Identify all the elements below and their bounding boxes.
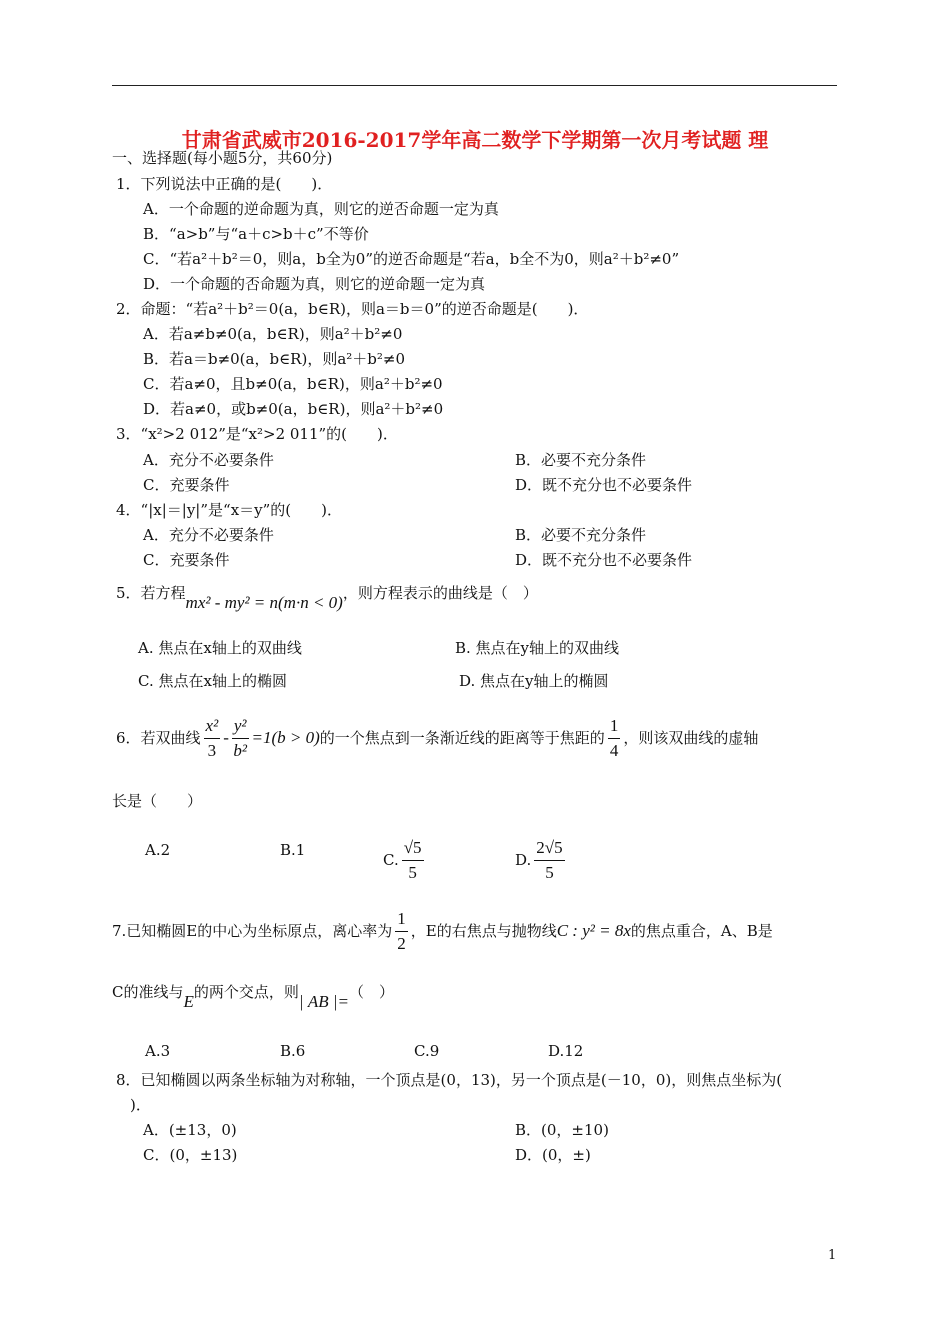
q3-stem: 3．“x²>2 012”是“x²>2 011”的( )． bbox=[116, 425, 398, 443]
q7-option-b: B.6 bbox=[280, 1042, 306, 1060]
q5-stem-pre: 5．若方程 bbox=[116, 584, 186, 602]
q6-fraction-x bbox=[204, 716, 221, 761]
page-number: 1 bbox=[828, 1248, 837, 1263]
q6-option-d-den: 5 bbox=[545, 862, 554, 882]
q6-option-d-num: 2√5 bbox=[534, 838, 564, 861]
q1-option-a: A．一个命题的逆命题为真，则它的逆否命题一定为真 bbox=[143, 200, 499, 218]
q6-fraction-quarter bbox=[608, 716, 621, 761]
q6-mid: 的一个焦点到一条渐近线的距离等于焦距的 bbox=[319, 729, 605, 747]
q6-fraction-quarter-den: 4 bbox=[609, 740, 619, 760]
q7-fraction-half-num: 1 bbox=[395, 909, 408, 932]
q5-option-b: B. 焦点在y轴上的双曲线 bbox=[455, 639, 620, 657]
q4-option-a: A．充分不必要条件 bbox=[143, 526, 274, 544]
q3-option-a: A．充分不必要条件 bbox=[143, 451, 274, 469]
q2-option-d: D．若a≠0，或b≠0(a，b∈R)，则a²＋b²≠0 bbox=[143, 400, 444, 418]
q6-fraction-y-den: b² bbox=[233, 740, 247, 760]
q6-option-c-num: √5 bbox=[402, 838, 424, 861]
q6-fraction-x-num: x² bbox=[204, 716, 221, 739]
q6-fraction-y bbox=[232, 716, 249, 761]
q7-post: 的焦点重合，A、B是 bbox=[630, 922, 773, 940]
q6-option-b: B.1 bbox=[280, 841, 306, 859]
q6-option-c-den: 5 bbox=[408, 862, 417, 882]
q1-option-b: B．“a>b”与“a＋c>b＋c”不等价 bbox=[143, 225, 369, 243]
q7-stem bbox=[112, 903, 773, 959]
q5-formula: mx² - my² = n(m·n < 0) bbox=[185, 593, 343, 612]
q6-stem bbox=[116, 710, 758, 766]
q2-option-a: A．若a≠b≠0(a，b∈R)，则a²＋b²≠0 bbox=[143, 325, 403, 343]
q6-fraction-x-den: 3 bbox=[207, 740, 217, 760]
q6-equation-rest: =1(b > 0) bbox=[251, 728, 320, 747]
q7-option-d: D.12 bbox=[548, 1042, 584, 1060]
page-title: 甘肃省武威市2016-2017学年高二数学下学期第一次月考试题 理 bbox=[181, 128, 769, 152]
q7-fraction-half bbox=[395, 909, 408, 954]
q7-cont-post: （ ） bbox=[348, 983, 394, 1001]
q6-option-d-label: D. bbox=[515, 851, 532, 869]
q7-option-a: A.3 bbox=[145, 1042, 171, 1060]
q6-option-d bbox=[515, 832, 568, 888]
q7-cont-pre: C的准线与 bbox=[112, 983, 184, 1001]
q4-option-d: D．既不充分也不必要条件 bbox=[515, 551, 693, 569]
q6-option-c-fraction bbox=[402, 838, 424, 883]
q2-option-b: B．若a＝b≠0(a，b∈R)，则a²＋b²≠0 bbox=[143, 350, 406, 368]
q5-option-a: A. 焦点在x轴上的双曲线 bbox=[138, 639, 302, 657]
q6-continuation: 长是（ ） bbox=[112, 792, 203, 810]
q6-option-a: A.2 bbox=[145, 841, 171, 859]
q8-option-c: C．(0，±13) bbox=[143, 1146, 238, 1164]
q6-option-d-fraction bbox=[534, 838, 564, 883]
q7-option-c: C.9 bbox=[414, 1042, 440, 1060]
q6-minus: - bbox=[223, 728, 229, 747]
q7-mid: ，E的右焦点与抛物线 bbox=[410, 922, 557, 940]
q8-continuation: )． bbox=[130, 1096, 151, 1114]
q7-cont-mid: 的两个交点，则 bbox=[193, 983, 299, 1001]
q3-option-b: B．必要不充分条件 bbox=[515, 451, 647, 469]
q6-post: ，则该双曲线的虚轴 bbox=[623, 729, 759, 747]
q4-option-b: B．必要不充分条件 bbox=[515, 526, 647, 544]
q6-option-c bbox=[383, 832, 427, 888]
q7-cont-formula: | AB |= bbox=[298, 992, 349, 1011]
q5-option-c: C. 焦点在x轴上的椭圆 bbox=[138, 672, 287, 690]
q6-fraction-y-num: y² bbox=[232, 716, 249, 739]
q2-stem: 2．命题：“若a²＋b²＝0(a，b∈R)，则a＝b＝0”的逆否命题是( )． bbox=[116, 300, 589, 318]
q1-option-d: D．一个命题的否命题为真，则它的逆命题一定为真 bbox=[143, 275, 486, 293]
q2-option-c: C．若a≠0，且b≠0(a，b∈R)，则a²＋b²≠0 bbox=[143, 375, 443, 393]
q4-option-c: C．充要条件 bbox=[143, 551, 230, 569]
q3-option-c: C．充要条件 bbox=[143, 476, 230, 494]
q6-pre: 6．若双曲线 bbox=[116, 729, 201, 747]
header-rule bbox=[112, 85, 837, 86]
q1-option-c: C．“若a²＋b²＝0，则a，b全为0”的逆否命题是“若a，b全不为0，则a²＋b²≠0” bbox=[143, 250, 680, 268]
q7-pre: 7.已知椭圆E的中心为坐标原点，离心率为 bbox=[112, 922, 393, 940]
q5-option-d: D. 焦点在y轴上的椭圆 bbox=[459, 672, 609, 690]
q5-stem bbox=[116, 583, 538, 612]
q6-fraction-quarter-num: 1 bbox=[608, 716, 621, 739]
q6-option-c-label: C. bbox=[383, 851, 399, 869]
section-heading: 一、选择题(每小题5分，共60分) bbox=[112, 149, 333, 167]
q7-fraction-half-den: 2 bbox=[397, 933, 406, 953]
q7-formula: C : y² = 8x bbox=[556, 921, 631, 940]
q1-stem: 1．下列说法中正确的是( )． bbox=[116, 175, 333, 193]
q5-stem-post: ，则方程表示的曲线是（ ） bbox=[342, 584, 538, 602]
q4-stem: 4．“|x|＝|y|”是“x＝y”的( )． bbox=[116, 501, 343, 519]
q8-option-b: B．(0，±10) bbox=[515, 1121, 609, 1139]
q8-option-a: A．(±13，0) bbox=[143, 1121, 237, 1139]
q8-option-d: D．(0，±) bbox=[515, 1146, 591, 1164]
q8-stem: 8．已知椭圆以两条坐标轴为对称轴，一个顶点是(0，13)，另一个顶点是(－10，0)，则焦点坐标为( bbox=[116, 1071, 783, 1089]
q7-cont-e: E bbox=[183, 992, 194, 1011]
q7-continuation bbox=[112, 982, 394, 1011]
q3-option-d: D．既不充分也不必要条件 bbox=[515, 476, 693, 494]
